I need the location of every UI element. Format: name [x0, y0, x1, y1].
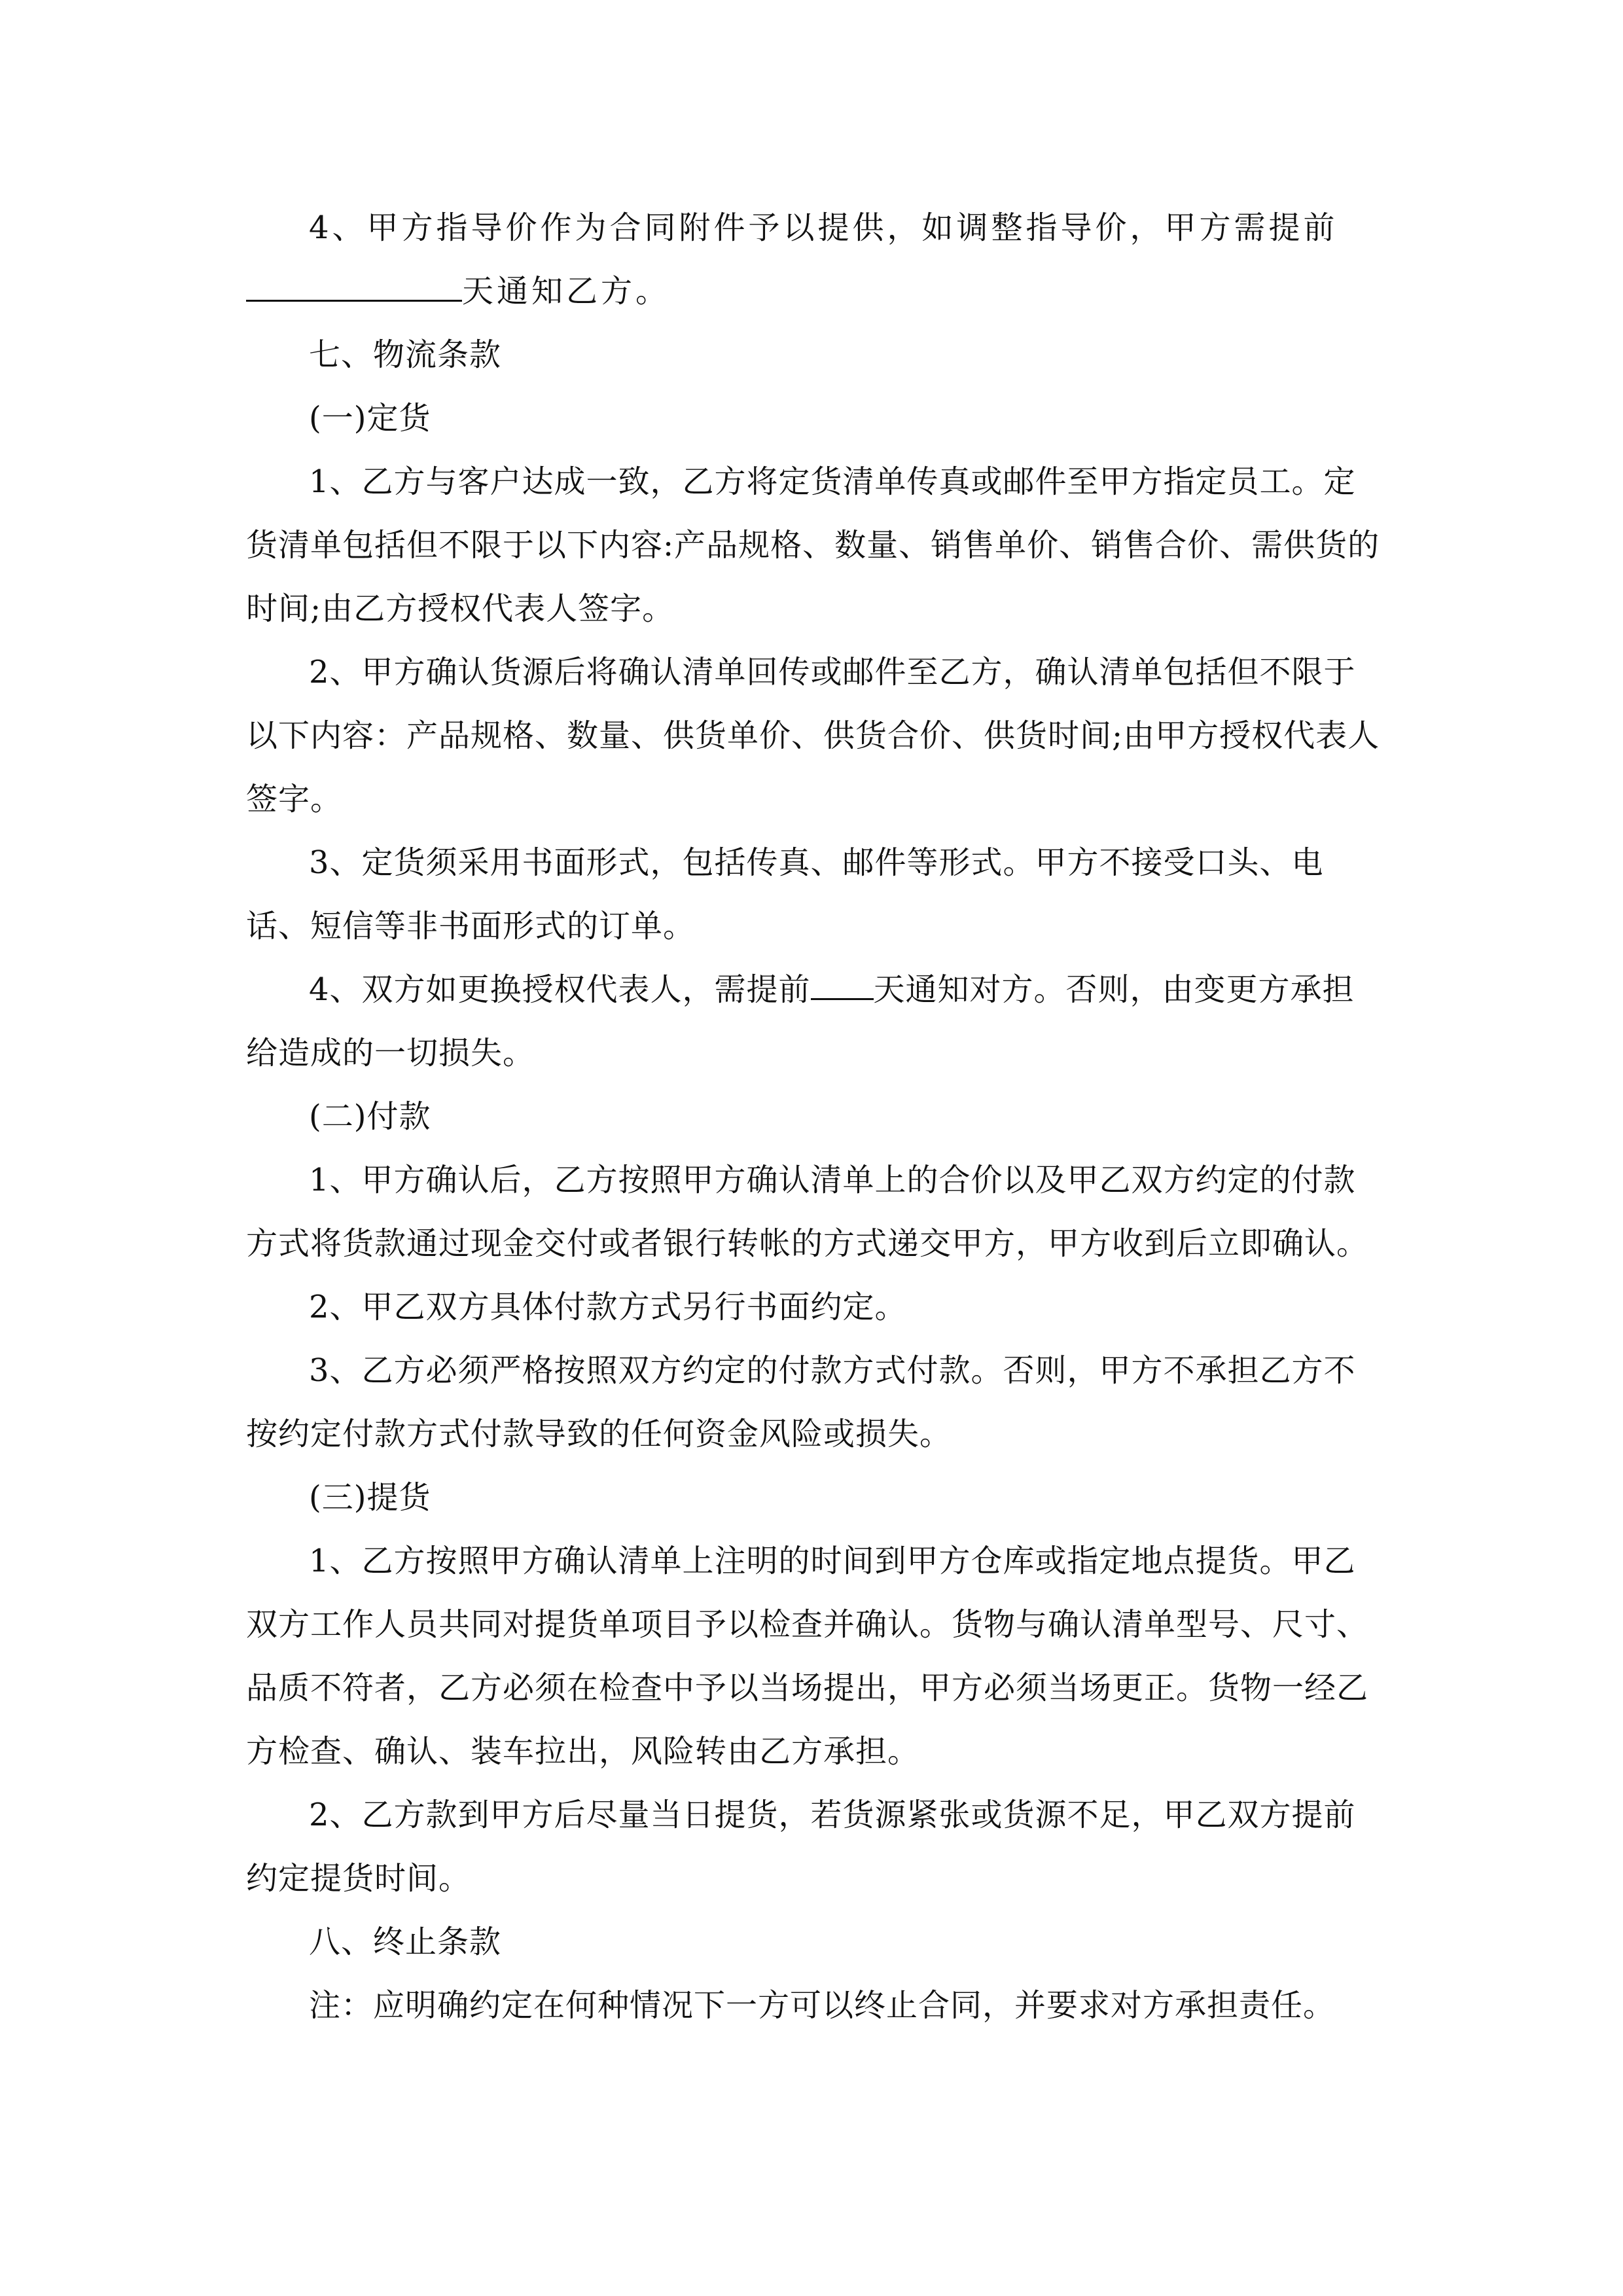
clause-order-list: 1、乙方与客户达成一致，乙方将定货清单传真或邮件至甲方指定员工。定货清单包括但不限于以下内容:产品规格、数量、销售单价、销售合价、需供货的时间;由乙方授权代表人签字。 — [246, 463, 1380, 627]
clause-pickup-inspection: 1、乙方按照甲方确认清单上注明的时间到甲方仓库或指定地点提货。甲乙双方工作人员共同对提货单项目予以检查并确认。货物与确认清单型号、尺寸、品质不符者，乙方必须在检查中予以当场提出，甲方必须当场更正。货物一经乙方检查、确认、装车拉出，风险转由乙方承担。 — [246, 1543, 1369, 1770]
clause-confirm-list: 2、甲方确认货源后将确认清单回传或邮件至乙方，确认清单包括但不限于以下内容：产品规格、数量、供货单价、供货合价、供货时间;由甲方授权代表人签字。 — [246, 654, 1380, 817]
blank-days-field — [246, 271, 462, 302]
clause-text: 天通知对方。否则，由变更方承担给造成的一切损失。 — [246, 971, 1355, 1071]
clause-payment-method: 1、甲方确认后，乙方按照甲方确认清单上的合价以及甲乙双方约定的付款方式将货款通过现金交付或者银行转帐的方式递交甲方，甲方收到后立即确认。 — [246, 1162, 1369, 1262]
clause-text: 4、双方如更换授权代表人，需提前 — [309, 971, 811, 1008]
subsection-heading-ordering: (一)定货 — [309, 400, 431, 437]
clause-text: 4、甲方指导价作为合同附件予以提供，如调整指导价，甲方需提前 — [309, 209, 1338, 246]
clause-change-representative — [246, 958, 1382, 1085]
clause-payment-agreement: 2、甲乙双方具体付款方式另行书面约定。 — [309, 1289, 907, 1325]
clause-text: 天通知乙方。 — [462, 273, 671, 310]
subsection-heading-payment: (二)付款 — [309, 1098, 431, 1135]
section-heading-termination: 八、终止条款 — [309, 1924, 502, 1960]
clause-written-order: 3、定货须采用书面形式，包括传真、邮件等形式。甲方不接受口头、电话、短信等非书面形式的订单。 — [246, 844, 1324, 944]
document-body — [246, 196, 1382, 2037]
blank-days-field — [811, 969, 874, 1000]
section-heading-logistics: 七、物流条款 — [309, 336, 502, 373]
note-termination: 注：应明确约定在何种情况下一方可以终止合同，并要求对方承担责任。 — [309, 1987, 1336, 2024]
clause-pickup-timing: 2、乙方款到甲方后尽量当日提货，若货源紧张或货源不足，甲乙双方提前约定提货时间。 — [246, 1797, 1356, 1897]
clause-price-adjust-notice — [246, 196, 1382, 323]
clause-payment-risk: 3、乙方必须严格按照双方约定的付款方式付款。否则，甲方不承担乙方不按约定付款方式付款导致的任何资金风险或损失。 — [246, 1352, 1356, 1452]
subsection-heading-pickup: (三)提货 — [309, 1479, 431, 1516]
